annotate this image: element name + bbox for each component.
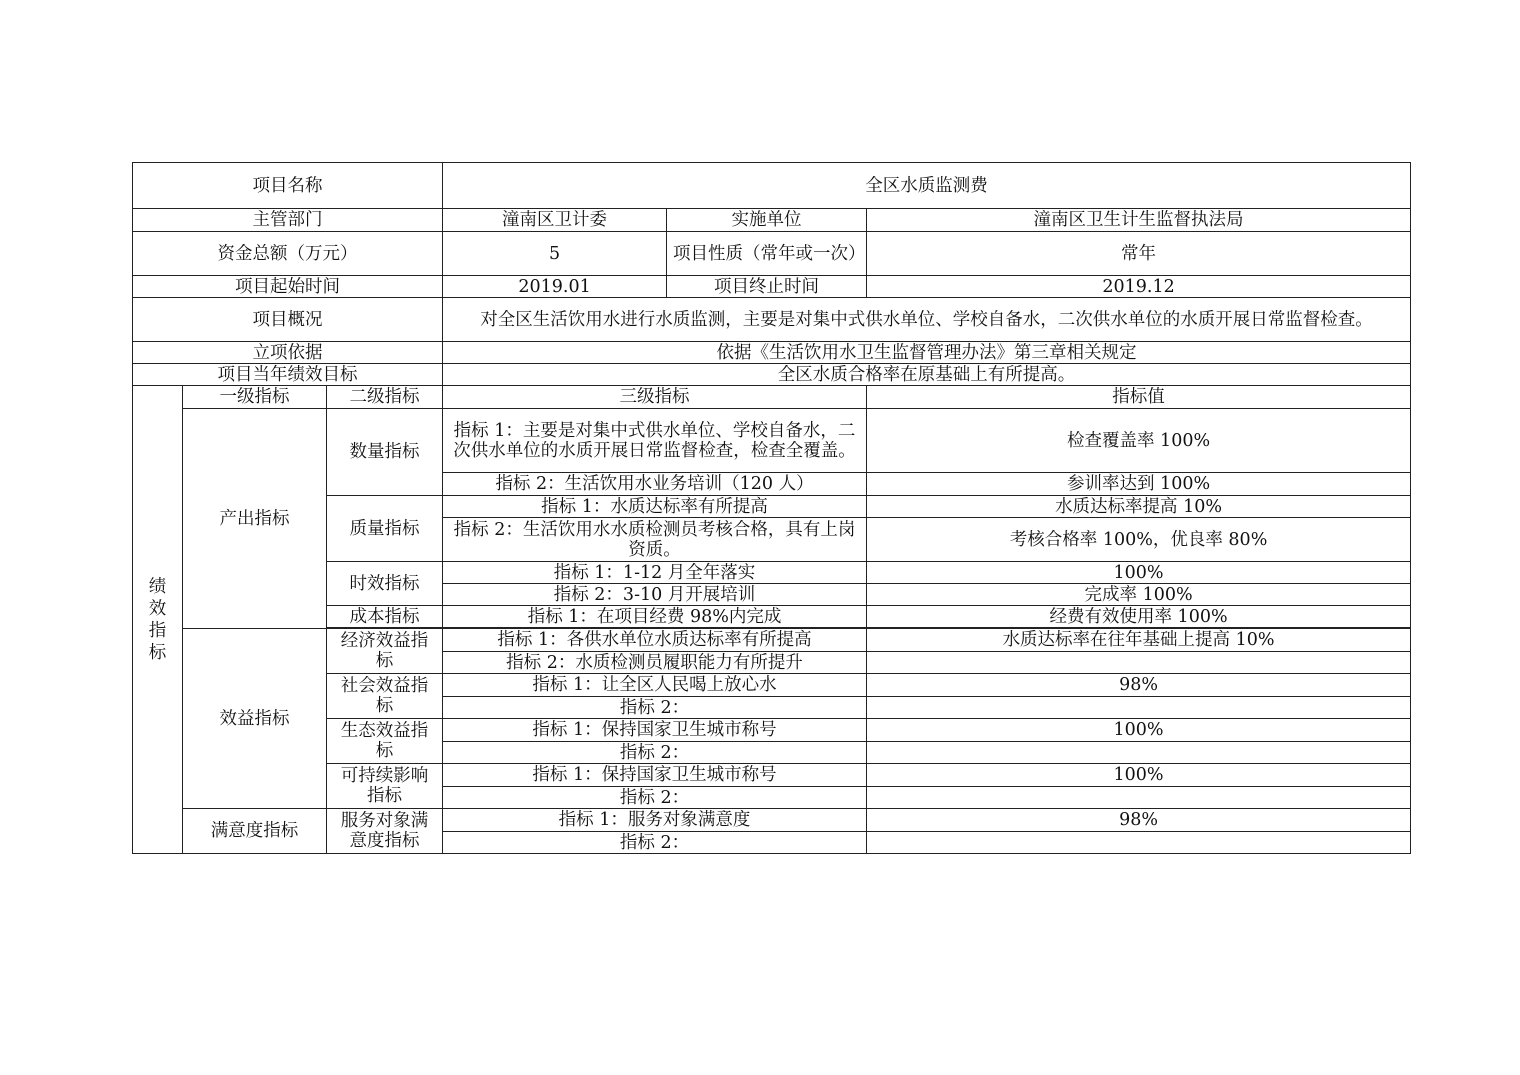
economic-indicator-2: 指标 2：水质检测员履职能力有所提升 [443,652,867,674]
timeliness-value-1: 100% [867,562,1411,584]
service-satisfaction-label: 服务对象满意度指标 [327,809,443,854]
quality-indicator-label: 质量指标 [327,496,443,562]
project-name-label: 项目名称 [133,163,443,209]
fund-value: 5 [443,232,667,276]
timeliness-indicator-label: 时效指标 [327,562,443,606]
social-value-1: 98% [867,674,1411,697]
perf-section-label: 绩效指标 [133,386,183,854]
quality-indicator-1: 指标 1：水质达标率有所提高 [443,496,867,518]
col-header-level2: 二级指标 [327,386,443,409]
satisfaction-indicator-label: 满意度指标 [183,809,327,854]
cost-indicator-1: 指标 1：在项目经费 98%内完成 [443,606,867,628]
social-indicator-label: 社会效益指标 [327,674,443,719]
ecological-value-2 [867,742,1411,764]
satisfaction-value-2 [867,832,1411,854]
satisfaction-indicator-2: 指标 2： [443,832,867,854]
quality-indicator-2: 指标 2：生活饮用水水质检测员考核合格，具有上岗资质。 [443,518,867,562]
sustainable-indicator-label: 可持续影响指标 [327,764,443,809]
dept-label: 主管部门 [133,209,443,232]
basis-label: 立项依据 [133,342,443,364]
cost-value-1: 经费有效使用率 100% [867,606,1411,628]
quantity-indicator-label: 数量指标 [327,409,443,496]
overview-label: 项目概况 [133,298,443,342]
end-value: 2019.12 [867,276,1411,298]
economic-indicator-1: 指标 1：各供水单位水质达标率有所提高 [443,629,867,652]
basis-value: 依据《生活饮用水卫生监督管理办法》第三章相关规定 [443,342,1411,364]
performance-target-table [132,162,1411,854]
output-indicator-label: 产出指标 [183,409,327,629]
sustainable-value-2 [867,787,1411,809]
cost-indicator-label: 成本指标 [327,606,443,628]
nature-label: 项目性质（常年或一次） [667,232,867,276]
ecological-indicator-label: 生态效益指标 [327,719,443,764]
sustainable-indicator-2: 指标 2： [443,787,867,809]
economic-value-2 [867,652,1411,674]
overview-value: 对全区生活饮用水进行水质监测，主要是对集中式供水单位、学校自备水，二次供水单位的水质开展日常监督检查。 [443,298,1411,342]
goal-value: 全区水质合格率在原基础上有所提高。 [443,364,1411,386]
impl-label: 实施单位 [667,209,867,232]
sustainable-indicator-1: 指标 1：保持国家卫生城市称号 [443,764,867,787]
col-header-level3: 三级指标 [443,386,867,409]
economic-value-1: 水质达标率在往年基础上提高 10% [867,629,1411,652]
sustainable-value-1: 100% [867,764,1411,787]
quality-value-1: 水质达标率提高 10% [867,496,1411,518]
goal-label: 项目当年绩效目标 [133,364,443,386]
economic-indicator-label: 经济效益指标 [327,629,443,674]
quantity-indicator-2: 指标 2：生活饮用水业务培训（120 人） [443,473,867,496]
social-value-2 [867,697,1411,719]
timeliness-value-2: 完成率 100% [867,584,1411,606]
satisfaction-value-1: 98% [867,809,1411,832]
ecological-indicator-1: 指标 1：保持国家卫生城市称号 [443,719,867,742]
start-label: 项目起始时间 [133,276,443,298]
ecological-value-1: 100% [867,719,1411,742]
nature-value: 常年 [867,232,1411,276]
social-indicator-2: 指标 2： [443,697,867,719]
satisfaction-indicator-1: 指标 1：服务对象满意度 [443,809,867,832]
benefit-indicator-label: 效益指标 [183,629,327,809]
timeliness-indicator-2: 指标 2：3-10 月开展培训 [443,584,867,606]
social-indicator-1: 指标 1：让全区人民喝上放心水 [443,674,867,697]
quality-value-2: 考核合格率 100%，优良率 80% [867,518,1411,562]
fund-label: 资金总额（万元） [133,232,443,276]
quantity-value-2: 参训率达到 100% [867,473,1411,496]
col-header-level1: 一级指标 [183,386,327,409]
col-header-value: 指标值 [867,386,1411,409]
timeliness-indicator-1: 指标 1：1-12 月全年落实 [443,562,867,584]
project-name-value: 全区水质监测费 [443,163,1411,209]
quantity-value-1: 检查覆盖率 100% [867,409,1411,473]
impl-value: 潼南区卫生计生监督执法局 [867,209,1411,232]
quantity-indicator-1: 指标 1：主要是对集中式供水单位、学校自备水，二次供水单位的水质开展日常监督检查，检查全覆盖。 [443,409,867,473]
end-label: 项目终止时间 [667,276,867,298]
start-value: 2019.01 [443,276,667,298]
ecological-indicator-2: 指标 2： [443,742,867,764]
dept-value: 潼南区卫计委 [443,209,667,232]
